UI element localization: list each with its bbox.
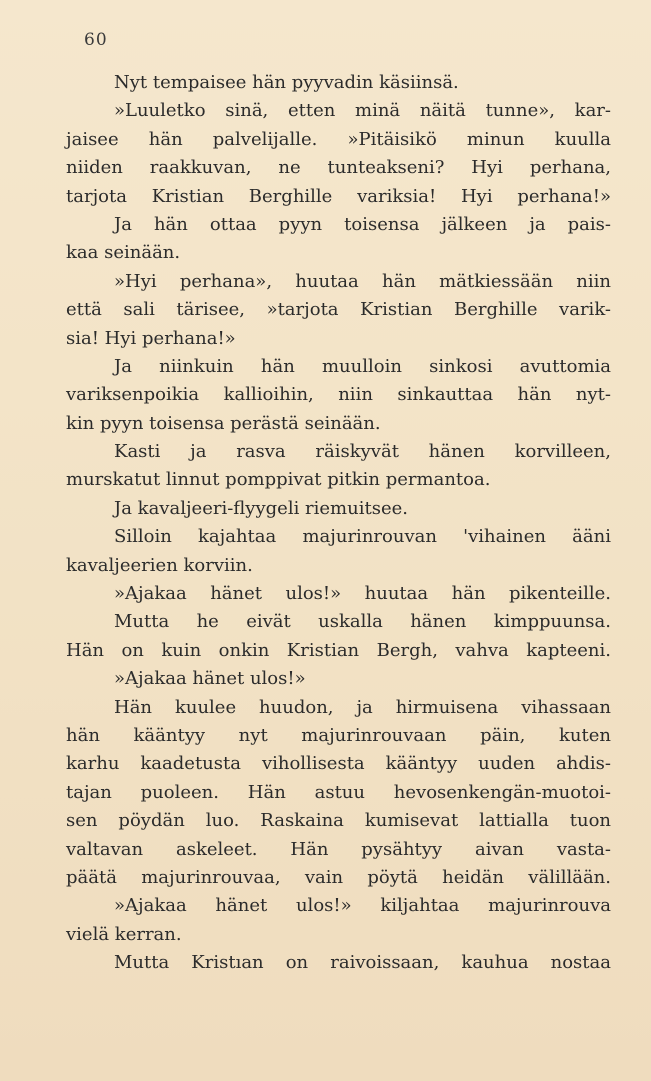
page-number: 60 xyxy=(84,30,108,50)
text-line: päätä majurinrouvaa, vain pöytä heidän välillään. xyxy=(66,866,611,888)
text-line: jaisee hän palvelijalle. »Pitäisikö minun kuulla xyxy=(66,128,611,150)
text-line: vielä kerran. xyxy=(66,923,182,945)
text-line: kavaljeerien korviin. xyxy=(66,554,253,576)
text-line: Hän kuulee huudon, ja hirmuisena vihassaan xyxy=(114,696,611,718)
text-line: kaa seinään. xyxy=(66,242,181,264)
text-line: murskatut linnut pomppivat pitkin permantoa. xyxy=(66,469,491,491)
text-line: karhu kaadetusta vihollisesta kääntyy uuden ahdis- xyxy=(66,753,611,775)
text-line: sen pöydän luo. Raskaina kumisevat lattialla tuon xyxy=(66,810,611,832)
text-line: »Ajakaa hänet ulos!» xyxy=(114,668,306,690)
text-line: Nyt tempaisee hän pyyvadin käsiinsä. xyxy=(114,72,459,93)
text-line: kin pyyn toisensa perästä seinään. xyxy=(66,412,381,434)
text-line: niiden raakkuvan, ne tunteakseni? Hyi perhana, xyxy=(66,157,611,179)
text-line: Kasti ja rasva räiskyvät hänen korvilleen, xyxy=(114,441,611,463)
text-line: Silloin kajahtaa majurinrouvan 'vihainen ääni xyxy=(114,526,611,548)
text-line: hän kääntyy nyt majurinrouvaan päin, kuten xyxy=(66,724,611,746)
text-line: »Ajakaa hänet ulos!» huutaa hän pikenteille. xyxy=(114,583,611,605)
text-line: Ja kavaljeeri-flyygeli riemuitsee. xyxy=(114,497,408,519)
text-line: »Hyi perhana», huutaa hän mätkiessään niin xyxy=(114,270,611,292)
text-line: tarjota Kristian Berghille variksia! Hyi perhana!» xyxy=(66,185,611,207)
body-text xyxy=(66,69,611,978)
text-line: »Ajakaa hänet ulos!» kiljahtaa majurinrouva xyxy=(114,895,611,917)
text-line: tajan puoleen. Hän astuu hevosenkengän-muotoi- xyxy=(66,781,611,803)
text-line: valtavan askeleet. Hän pysähtyy aivan vasta- xyxy=(66,838,611,860)
text-line: Hän on kuin onkin Kristian Bergh, vahva kapteeni. xyxy=(66,639,611,661)
text-line: Ja niinkuin hän muulloin sinkosi avuttomia xyxy=(114,355,611,377)
text-line: Mutta Kristıan on raivoissaan, kauhua nostaa xyxy=(114,952,611,974)
text-line: Mutta he eivät uskalla hänen kimppuunsa. xyxy=(114,611,611,633)
text-line: sia! Hyi perhana!» xyxy=(66,327,236,349)
text-line: Ja hän ottaa pyyn toisensa jälkeen ja pais- xyxy=(114,213,611,235)
text-line: variksenpoikia kallioihin, niin sinkauttaa hän nyt- xyxy=(66,384,611,406)
text-line: että sali tärisee, »tarjota Kristian Berghille varik- xyxy=(66,299,611,321)
text-line: »Luuletko sinä, etten minä näitä tunne», kar- xyxy=(114,100,611,122)
